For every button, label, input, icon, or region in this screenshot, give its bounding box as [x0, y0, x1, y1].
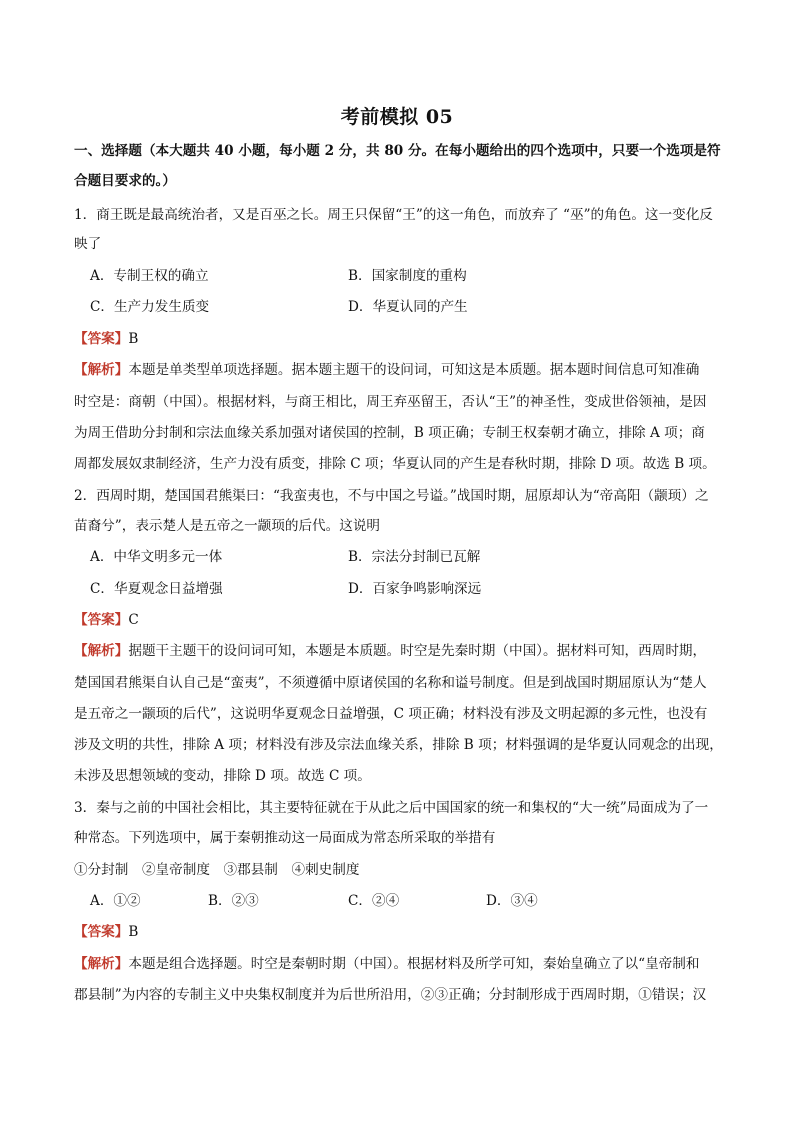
answer-tag: 【答案】 — [74, 924, 129, 940]
question-3-analysis-line-2: 郡县制”为内容的专制主义中央集权制度并为后世所沿用，②③正确；分封制形成于西周时期，①错误；汉 — [74, 987, 707, 1003]
answer-tag: 【答案】 — [74, 612, 129, 628]
question-3-stem-line-2: 种常态。下列选项中，属于秦朝推动这一局面成为常态所采取的举措有 — [74, 830, 496, 846]
question-1-stem-line-1: 1．商王既是最高统治者，又是百巫之长。周王只保留“王”的这一角色，而放弃了 “巫”的角色。这一变化反 — [74, 207, 713, 223]
question-2-analysis-line-3: 是五帝之一颛顼的后代”，这说明华夏观念日益增强，C 项正确；材料没有涉及文明起源的多元性，也没有 — [74, 706, 708, 722]
analysis-text: 本题是单类型单项选择题。据本题主题干的设问词，可知这是本质题。据本题时间信息可知准确 — [128, 362, 700, 378]
question-1-analysis-line-1 — [74, 360, 734, 380]
question-1-analysis-line-2: 时空是：商朝（中国）。根据材料，与商王相比，周王弃巫留王，否认“王”的神圣性，变成世俗领袖，是因 — [74, 394, 707, 410]
question-3-option-c: C．②④ — [348, 893, 400, 909]
question-2-analysis-line-4: 涉及文明的共性，排除 A 项；材料没有涉及宗法血缘关系，排除 B 项；材料强调的是华夏认同观念的出现， — [74, 737, 723, 753]
question-1-option-b: B．国家制度的重构 — [348, 268, 467, 284]
question-2-analysis-line-5: 未涉及思想领域的变动，排除 D 项。故选 C 项。 — [74, 768, 371, 784]
analysis-text: 本题是组合选择题。时空是秦朝时期（中国）。根据材料及所学可知，秦始皇确立了以“皇帝制和 — [128, 956, 700, 972]
question-3-option-d: D．③④ — [486, 893, 538, 909]
answer-value: B — [128, 331, 139, 347]
question-3-stem-line-1: 3．秦与之前的中国社会相比，其主要特征就在于从此之后中国国家的统一和集权的“大一统”局面成为了一 — [74, 800, 709, 816]
question-3-items: ①分封制 ②皇帝制度 ③郡县制 ④刺史制度 — [74, 862, 360, 878]
question-2-option-b: B．宗法分封制已瓦解 — [348, 549, 481, 565]
question-1-answer — [74, 329, 734, 349]
question-2-option-c: C．华夏观念日益增强 — [90, 581, 223, 597]
question-3-analysis-line-1 — [74, 954, 734, 974]
analysis-tag: 【解析】 — [74, 643, 129, 659]
analysis-tag: 【解析】 — [74, 956, 129, 972]
question-2-stem-line-2: 苗裔兮”，表示楚人是五帝之一颛顼的后代。这说明 — [74, 518, 381, 534]
question-2-analysis-line-1 — [74, 641, 734, 661]
section-heading-line-2: 合题目要求的。） — [74, 173, 176, 189]
question-1-option-a: A．专制王权的确立 — [90, 268, 209, 284]
analysis-text: 据题干主题干的设问词可知，本题是本质题。时空是先秦时期（中国）。据材料可知，西周时期， — [128, 643, 707, 659]
question-1-stem-line-2: 映了 — [74, 236, 102, 252]
question-1-analysis-line-4: 周都发展奴隶制经济，生产力没有质变，排除 C 项；华夏认同的产生是春秋时期，排除 D 项。故选 B 项。 — [74, 456, 716, 472]
analysis-tag: 【解析】 — [74, 362, 129, 378]
question-2-stem-line-1: 2．西周时期，楚国国君熊渠曰：“我蛮夷也，不与中国之号谥。”战国时期，屈原却认为“帝高阳（颛顼）之 — [74, 488, 709, 504]
question-2-analysis-line-2: 楚国国君熊渠自认自己是“蛮夷”，不须遵循中原诸侯国的名称和谥号制度。但是到战国时期屈原认为“楚人 — [74, 675, 707, 691]
page-title: 考前模拟 05 — [340, 106, 454, 128]
answer-tag: 【答案】 — [74, 331, 129, 347]
question-2-answer — [74, 610, 734, 630]
question-2-option-d: D．百家争鸣影响深远 — [348, 581, 482, 597]
section-heading-line-1: 一、选择题（本大题共 40 小题，每小题 2 分，共 80 分。在每小题给出的四个选项中，只要一个选项是符 — [74, 143, 721, 159]
question-2-option-a: A．中华文明多元一体 — [90, 549, 223, 565]
question-3-answer — [74, 922, 734, 942]
question-3-option-b: B．②③ — [208, 893, 259, 909]
question-1-analysis-line-3: 为周王借助分封制和宗法血缘关系加强对诸侯国的控制，B 项正确；专制王权秦朝才确立，排除 A 项；商 — [74, 425, 705, 441]
question-1-option-c: C．生产力发生质变 — [90, 299, 210, 315]
question-3-option-a: A．①② — [90, 893, 141, 909]
answer-value: B — [128, 924, 139, 940]
answer-value: C — [128, 612, 139, 628]
question-1-option-d: D．华夏认同的产生 — [348, 299, 468, 315]
